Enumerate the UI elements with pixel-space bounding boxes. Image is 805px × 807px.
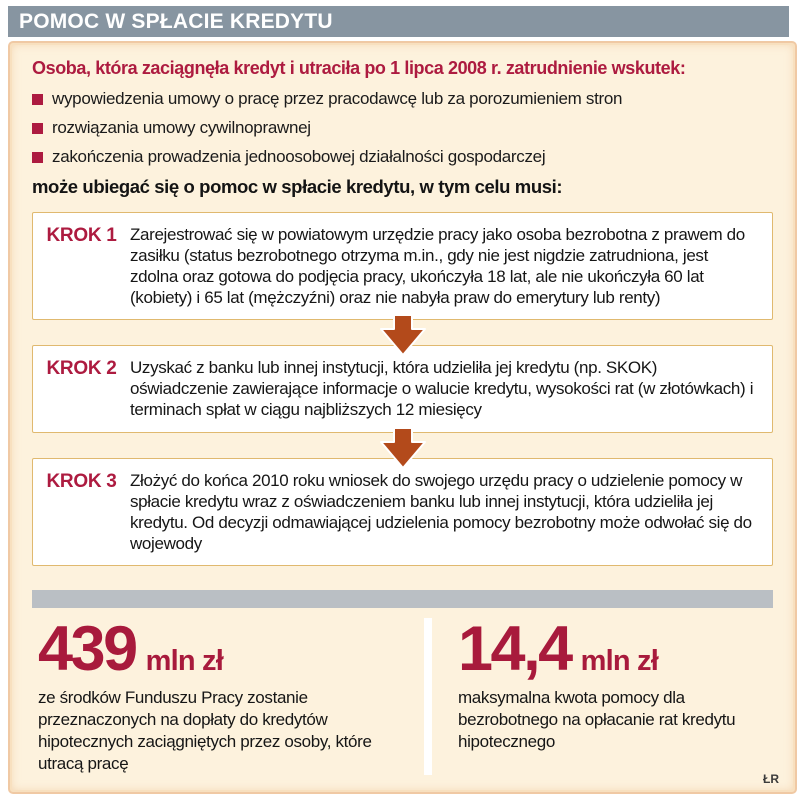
step-label: KROK 3 (46, 470, 117, 492)
page-title: POMOC W SPŁACIE KREDYTU (8, 6, 789, 37)
stats-section (32, 613, 773, 775)
section-divider (32, 590, 773, 608)
stat-value-row (38, 613, 424, 684)
step-box-2 (32, 345, 773, 432)
stat-description: maksymalna kwota pomocy dla bezrobotnego na opłacanie rat kredytu hipotecznego (458, 687, 736, 752)
bullet-square-icon (32, 94, 43, 105)
step-box-1 (32, 212, 773, 320)
bullet-square-icon (32, 123, 43, 134)
stat-fund-total (32, 613, 424, 775)
main-panel (8, 41, 797, 794)
step-label: KROK 1 (46, 225, 117, 246)
stat-value: 14,4 (458, 613, 571, 684)
flow-connector (32, 320, 773, 345)
condition-list (32, 89, 773, 167)
author-initials: ŁR (763, 772, 779, 786)
list-item-label: rozwiązania umowy cywilnoprawnej (52, 118, 311, 137)
stat-unit: mln zł (580, 644, 658, 677)
intro-lead: Osoba, która zaciągnęła kredyt i utraciła po 1 lipca 2008 r. zatrudnienie wskutek: (32, 58, 686, 78)
step-text: Złożyć do końca 2010 roku wniosek do swojego urzędu pracy o udzielenie pomocy w spłacie kredytu wraz z oświadczeniem banku lub innej instytucji, która udzieliła jej kredytu. Od decyzji odmawiającej udzielenia pomocy bezrobotny może odwołać się do wojewody (130, 470, 752, 553)
arrow-down-icon (379, 427, 427, 469)
stat-unit: mln zł (145, 644, 223, 677)
intro-conclusion: może ubiegać się o pomoc w spłacie kredytu, w tym celu musi: (32, 176, 563, 197)
stat-value-row (458, 613, 773, 684)
stat-description: ze środków Funduszu Pracy zostanie przeznaczonych na dopłaty do kredytów hipotecznych zaciągniętych przez osoby, które utracą pracę (38, 687, 372, 774)
list-item (32, 118, 773, 138)
list-item-label: wypowiedzenia umowy o pracę przez pracodawcę lub za porozumieniem stron (52, 89, 623, 108)
arrow-down-icon (379, 314, 427, 356)
bullet-square-icon (32, 152, 43, 163)
list-item-label: zakończenia prowadzenia jednoosobowej działalności gospodarczej (52, 147, 546, 166)
step-label: KROK 2 (46, 358, 117, 380)
step-box-3 (32, 458, 773, 566)
step-text: Zarejestrować się w powiatowym urzędzie pracy jako osoba bezrobotna z prawem do zasiłku (status bezrobotnego otrzyma m.in., gdy nie jest nigdzie zatrudniona, jest zdolna oraz gotowa do podjęcia pracy, ukończyła 18 lat, ale nie ukończyła 60 lat (kobiety) i 65 lat (mężczyźni) oraz nie nabyła praw do emerytury lub renty) (130, 225, 745, 308)
stat-value: 439 (38, 613, 136, 684)
list-item (32, 89, 773, 109)
stat-max-aid (424, 613, 773, 775)
flow-connector (32, 433, 773, 458)
list-item (32, 147, 773, 167)
step-text: Uzyskać z banku lub innej instytucji, która udzieliła jej kredytu (np. SKOK) oświadczenie zawierające informacje o walucie kredytu, wysokości rat (w złotówkach) i terminach spłat w ciągu najbliższych 12 miesięcy (130, 358, 754, 420)
